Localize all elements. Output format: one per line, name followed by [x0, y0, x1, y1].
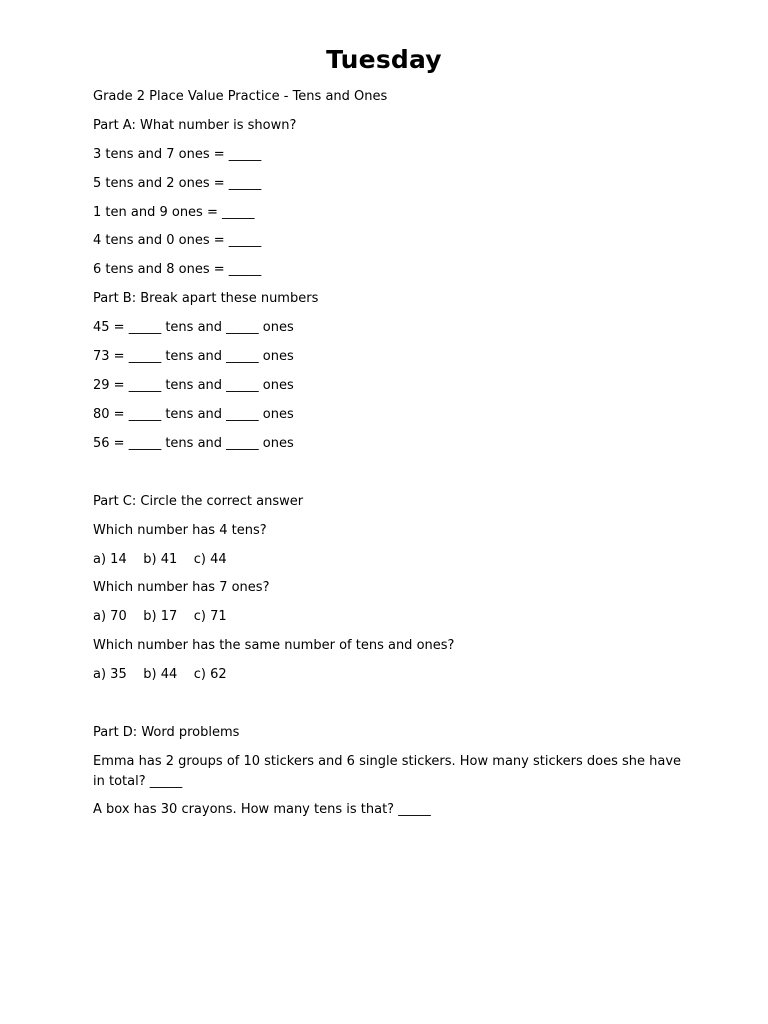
- part-d-heading: Part D: Word problems: [93, 725, 240, 740]
- part-c-heading: Part C: Circle the correct answer: [93, 494, 304, 509]
- part-c-answers: a) 35 b) 44 c) 62: [93, 667, 227, 682]
- part-d-item: A box has 30 crayons. How many tens is that? _____: [93, 802, 431, 817]
- part-a-heading: Part A: What number is shown?: [93, 118, 297, 133]
- part-b-item: 73 = _____ tens and _____ ones: [93, 349, 294, 364]
- part-c-question: Which number has 7 ones?: [93, 580, 270, 595]
- part-d-item: Emma has 2 groups of 10 stickers and 6 single stickers. How many stickers does she have in total? _____: [93, 754, 686, 789]
- part-c-question: Which number has 4 tens?: [93, 523, 267, 538]
- part-a-item: 3 tens and 7 ones = _____: [93, 147, 262, 162]
- part-b-item: 56 = _____ tens and _____ ones: [93, 436, 294, 451]
- part-a-item: 5 tens and 2 ones = _____: [93, 176, 262, 191]
- part-c-question: Which number has the same number of tens and ones?: [93, 638, 455, 653]
- part-b-heading: Part B: Break apart these numbers: [93, 291, 319, 306]
- part-c-answers: a) 14 b) 41 c) 44: [93, 552, 227, 567]
- page-title: Tuesday: [326, 45, 442, 74]
- worksheet-subtitle: Grade 2 Place Value Practice - Tens and Ones: [93, 89, 388, 104]
- part-a-item: 4 tens and 0 ones = _____: [93, 233, 262, 248]
- part-a-item: 6 tens and 8 ones = _____: [93, 262, 262, 277]
- part-b-item: 29 = _____ tens and _____ ones: [93, 378, 294, 393]
- part-b-item: 45 = _____ tens and _____ ones: [93, 320, 294, 335]
- part-a-item: 1 ten and 9 ones = _____: [93, 205, 255, 220]
- part-b-item: 80 = _____ tens and _____ ones: [93, 407, 294, 422]
- part-c-answers: a) 70 b) 17 c) 71: [93, 609, 227, 624]
